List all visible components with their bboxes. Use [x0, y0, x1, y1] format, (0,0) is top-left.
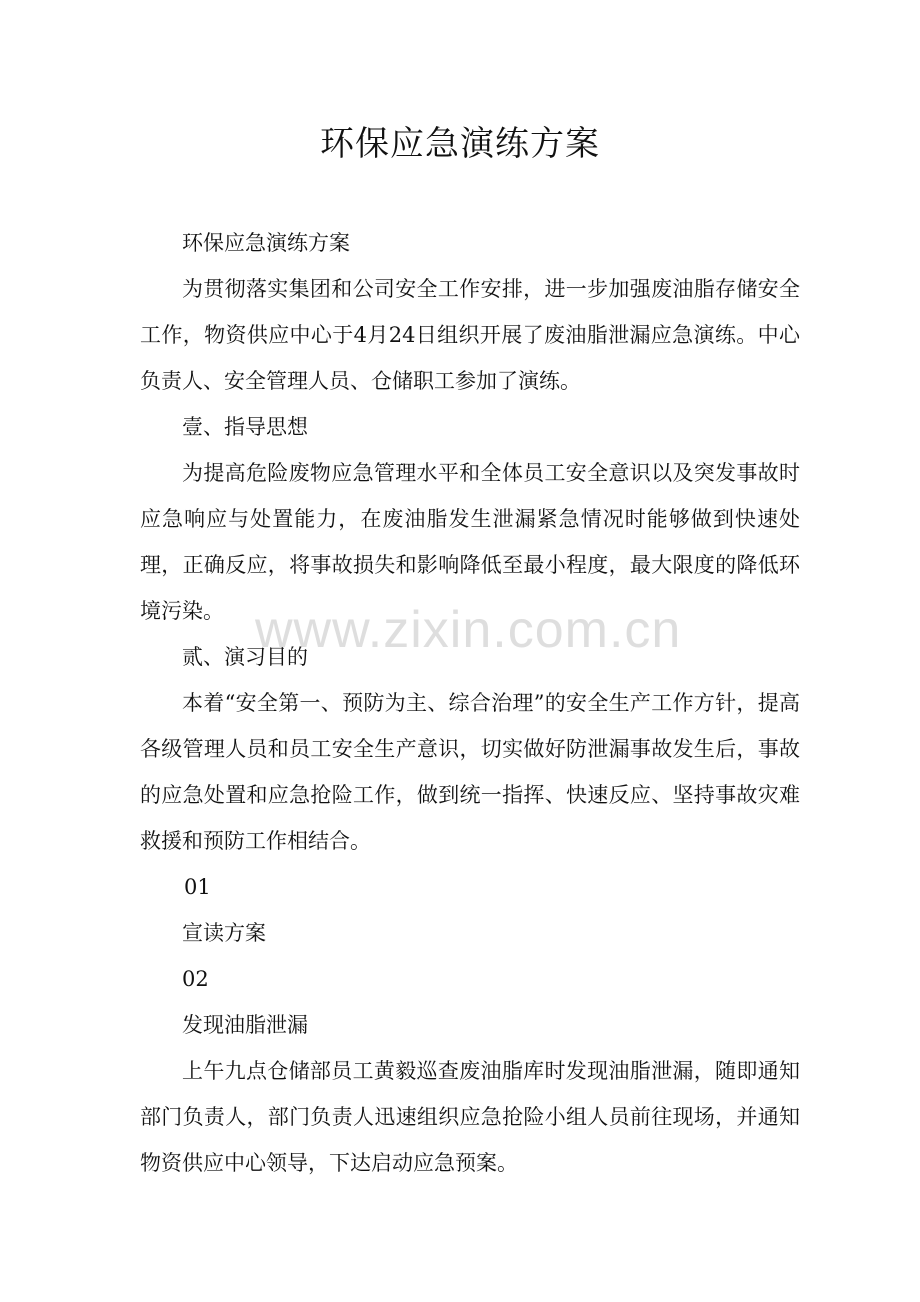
section-heading-drill-purpose: 贰、演习目的	[182, 645, 308, 669]
drill-purpose-paragraph: 本着“安全第一、预防为主、综合治理”的安全生产工作方针，提高各级管理人员和员工安全生产意识，切实做好防泄漏事故发生后，事故的应急处置和应急抢险工作，做到统一指挥、快速反应、坚持事故灾难救援和预防工作相结合。	[140, 691, 800, 853]
step-number-01: 01	[184, 875, 211, 899]
subtitle-paragraph: 环保应急演练方案	[182, 231, 350, 255]
step-number-02: 02	[182, 967, 209, 991]
document-title: 环保应急演练方案	[320, 124, 600, 164]
watermark: www.zixin.com.cn	[255, 601, 682, 659]
section-heading-guiding-ideology: 壹、指导思想	[182, 415, 308, 439]
document-body	[140, 220, 800, 1186]
step-title-leak-found: 发现油脂泄漏	[182, 1013, 308, 1037]
intro-paragraph: 为贯彻落实集团和公司安全工作安排，进一步加强废油脂存储安全工作，物资供应中心于4月24日组织开展了废油脂泄漏应急演练。中心负责人、安全管理人员、仓储职工参加了演练。	[140, 277, 800, 393]
guiding-ideology-paragraph: 为提高危险废物应急管理水平和全体员工安全意识以及突发事故时应急响应与处置能力，在废油脂发生泄漏紧急情况时能够做到快速处理，正确反应，将事故损失和影响降低至最小程度，最大限度的降低环境污染。	[140, 461, 800, 623]
leak-found-paragraph: 上午九点仓储部员工黄毅巡查废油脂库时发现油脂泄漏，随即通知部门负责人，部门负责人迅速组织应急抢险小组人员前往现场，并通知物资供应中心领导，下达启动应急预案。	[140, 1059, 800, 1175]
step-title-read-plan: 宣读方案	[182, 921, 266, 945]
